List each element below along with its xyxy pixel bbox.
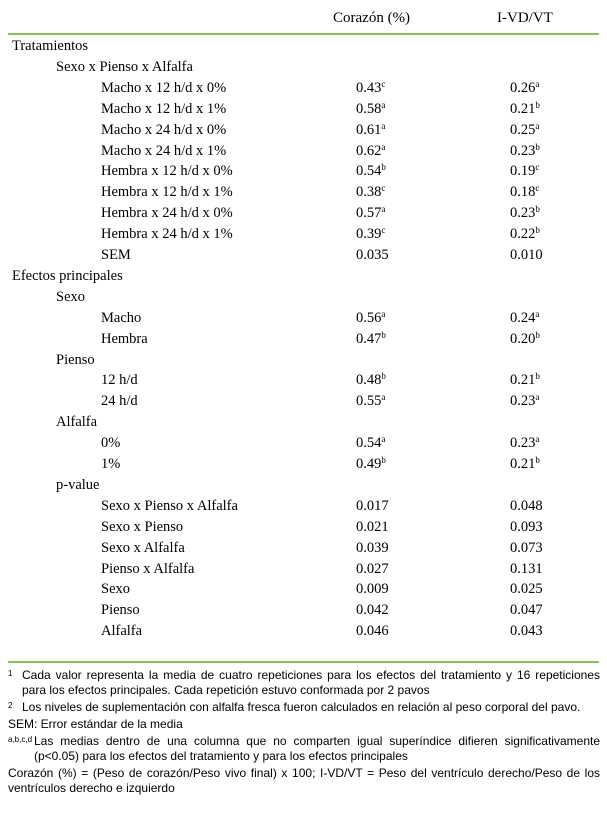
header-rule	[8, 33, 599, 35]
row-label: Hembra x 12 h/d x 1%	[101, 184, 233, 201]
cell-superscript: a	[535, 78, 540, 89]
table-row	[0, 559, 607, 579]
cell-superscript: a	[381, 141, 386, 152]
header-corazon: Corazón (%)	[333, 10, 411, 26]
cell-value: 0.021	[356, 518, 389, 535]
row-label: Pienso x Alfalfa	[101, 560, 195, 577]
table-row	[0, 141, 607, 161]
row-label: Sexo	[101, 581, 130, 598]
cell-value: 0.26	[510, 79, 536, 96]
footnote-2-mark: 2	[8, 701, 13, 710]
row-label: Macho	[101, 309, 142, 326]
cell-value: 0.073	[510, 539, 543, 556]
cell-corazon	[356, 454, 386, 474]
cell-ivd-vt	[510, 78, 539, 98]
cell-corazon	[356, 120, 385, 140]
table-row	[0, 266, 607, 286]
cell-value: 0.23	[510, 142, 536, 159]
row-label: Sexo x Pienso x Alfalfa	[56, 58, 193, 75]
row-label: 1%	[101, 456, 121, 472]
cell-superscript: b	[381, 371, 386, 382]
cell-ivd-vt	[510, 621, 543, 641]
cell-value: 0.047	[510, 602, 543, 619]
table-row	[0, 57, 607, 77]
table-row	[0, 517, 607, 537]
row-label: 24 h/d	[101, 393, 138, 410]
cell-superscript: a	[381, 392, 386, 403]
cell-ivd-vt	[510, 370, 540, 390]
cell-corazon	[356, 99, 385, 119]
cell-superscript: c	[381, 78, 386, 89]
table-row	[0, 161, 607, 181]
table-row	[0, 538, 607, 558]
cell-superscript: a	[535, 392, 540, 403]
row-label: 12 h/d	[101, 372, 138, 389]
table-row	[0, 182, 607, 202]
cell-value: 0.48	[356, 372, 382, 389]
cell-value: 0.035	[356, 247, 389, 263]
cell-superscript: b	[381, 329, 386, 340]
cell-ivd-vt	[510, 329, 540, 349]
row-label: Macho x 12 h/d x 1%	[101, 100, 227, 117]
cell-superscript: b	[535, 225, 540, 236]
cell-value: 0.54	[356, 163, 382, 180]
cell-ivd-vt	[510, 141, 540, 161]
cell-corazon	[356, 600, 389, 620]
cell-ivd-vt	[510, 161, 539, 181]
cell-corazon	[356, 621, 389, 641]
cell-value: 0.039	[356, 539, 389, 556]
cell-ivd-vt	[510, 245, 543, 265]
row-label: Hembra x 24 h/d x 1%	[101, 226, 233, 243]
row-label: Pienso	[101, 602, 140, 619]
table-row	[0, 120, 607, 140]
cell-value: 0.39	[356, 226, 382, 243]
cell-value: 0.38	[356, 184, 382, 201]
row-label: Macho x 12 h/d x 0%	[101, 79, 227, 96]
footnote-sem: SEM: Error estándar de la media	[8, 717, 183, 731]
cell-value: 0.027	[356, 560, 389, 577]
cell-value: 0.010	[510, 247, 543, 263]
cell-superscript: c	[381, 183, 386, 194]
cell-superscript: b	[535, 329, 540, 340]
cell-value: 0.23	[510, 393, 536, 410]
cell-ivd-vt	[510, 600, 543, 620]
cell-superscript: b	[535, 99, 540, 110]
cell-value: 0.21	[510, 372, 536, 389]
cell-ivd-vt	[510, 579, 543, 599]
cell-ivd-vt	[510, 559, 543, 579]
cell-corazon	[356, 308, 385, 328]
cell-corazon	[356, 391, 385, 411]
cell-ivd-vt	[510, 496, 543, 516]
cell-ivd-vt	[510, 433, 539, 453]
cell-corazon	[356, 203, 385, 223]
cell-value: 0.25	[510, 121, 536, 138]
cell-superscript: b	[535, 371, 540, 382]
row-label: Efectos principales	[12, 267, 123, 284]
cell-ivd-vt	[510, 203, 540, 223]
table-row	[0, 600, 607, 620]
cell-value: 0.131	[510, 560, 543, 577]
table-row	[0, 391, 607, 411]
cell-superscript: a	[381, 308, 386, 319]
footnote-1-text: Cada valor representa la media de cuatro repeticiones para los efectos del tratamiento y 16 repeticiones para los efectos principales. Cada repetición estuvo conformada por 2 pavos	[22, 668, 600, 697]
table-row	[0, 224, 607, 244]
cell-superscript: a	[381, 120, 386, 131]
cell-value: 0.57	[356, 205, 382, 222]
cell-superscript: a	[535, 434, 540, 445]
cell-ivd-vt	[510, 538, 543, 558]
cell-value: 0.093	[510, 518, 543, 535]
cell-corazon	[356, 224, 385, 244]
cell-superscript: a	[381, 434, 386, 445]
cell-superscript: b	[535, 455, 540, 465]
table-row	[0, 329, 607, 349]
cell-superscript: c	[381, 225, 386, 236]
cell-corazon	[356, 538, 389, 558]
row-label: Pienso	[56, 351, 95, 368]
cell-superscript: a	[535, 120, 540, 131]
footnote-2-text: Los niveles de suplementación con alfalfa fresca fueron calculados en relación al peso corporal del pavo.	[22, 700, 581, 714]
cell-ivd-vt	[510, 224, 540, 244]
table-row	[0, 78, 607, 98]
footnote-abcd-mark: a,b,c,d	[8, 735, 33, 744]
cell-value: 0.55	[356, 393, 382, 410]
cell-corazon	[356, 245, 389, 265]
cell-value: 0.025	[510, 581, 543, 598]
cell-value: 0.21	[510, 100, 536, 117]
row-label: Hembra	[101, 330, 148, 347]
cell-value: 0.61	[356, 121, 382, 138]
row-label: Hembra x 12 h/d x 0%	[101, 163, 233, 180]
header-ivd-vt: I-VD/VT	[497, 10, 553, 26]
cell-corazon	[356, 517, 389, 537]
row-label: Tratamientos	[12, 38, 88, 54]
cell-corazon	[356, 182, 385, 202]
cell-value: 0.009	[356, 581, 389, 598]
cell-value: 0.54	[356, 435, 382, 452]
row-label: Alfalfa	[101, 623, 143, 640]
cell-value: 0.58	[356, 100, 382, 117]
row-label: Sexo	[56, 288, 85, 305]
cell-value: 0.042	[356, 602, 389, 619]
table-row	[0, 370, 607, 390]
footnote-2	[8, 700, 600, 715]
table-row	[0, 99, 607, 119]
cell-superscript: b	[381, 455, 386, 465]
cell-value: 0.20	[510, 330, 536, 347]
cell-value: 0.56	[356, 309, 382, 326]
cell-corazon	[356, 141, 385, 161]
footnote-abcd-text: Las medias dentro de una columna que no comparten igual superíndice difieren significativamente (p<0.05) para los efectos del tratamiento y para los efectos principales	[34, 734, 600, 763]
table-row	[0, 350, 607, 370]
footnote-abcd	[8, 734, 600, 764]
table-row	[0, 412, 607, 432]
cell-value: 0.62	[356, 142, 382, 159]
cell-value: 0.24	[510, 309, 536, 326]
row-label: Alfalfa	[56, 414, 98, 431]
table-row	[0, 36, 607, 56]
table-row	[0, 245, 607, 265]
cell-value: 0.048	[510, 497, 543, 514]
cell-corazon	[356, 161, 386, 181]
cell-corazon	[356, 559, 389, 579]
table-row	[0, 454, 607, 474]
cell-value: 0.47	[356, 330, 382, 347]
cell-corazon	[356, 78, 385, 98]
cell-superscript: a	[381, 204, 386, 215]
cell-superscript: c	[535, 162, 540, 173]
footnote-1	[8, 668, 600, 698]
cell-value: 0.19	[510, 163, 536, 180]
cell-value: 0.017	[356, 497, 389, 514]
table-row	[0, 621, 607, 641]
row-label: Sexo x Alfalfa	[101, 539, 185, 556]
cell-value: 0.23	[510, 435, 536, 452]
cell-ivd-vt	[510, 517, 543, 537]
cell-value: 0.23	[510, 205, 536, 222]
cell-corazon	[356, 579, 389, 599]
row-label: Sexo x Pienso	[101, 518, 184, 535]
table-row	[0, 308, 607, 328]
cell-value: 0.043	[510, 623, 543, 640]
cell-ivd-vt	[510, 391, 539, 411]
cell-value: 0.046	[356, 623, 389, 640]
table-row	[0, 579, 607, 599]
cell-value: 0.21	[510, 456, 536, 472]
row-label: p-value	[56, 476, 100, 493]
cell-superscript: a	[381, 99, 386, 110]
cell-value: 0.22	[510, 226, 536, 243]
cell-corazon	[356, 370, 386, 390]
table-row	[0, 287, 607, 307]
table-row	[0, 433, 607, 453]
cell-value: 0.18	[510, 184, 536, 201]
cell-superscript: a	[535, 308, 540, 319]
cell-superscript: b	[535, 204, 540, 215]
bottom-rule	[8, 661, 599, 663]
cell-ivd-vt	[510, 182, 539, 202]
cell-value: 0.43	[356, 79, 382, 96]
row-label: Hembra x 24 h/d x 0%	[101, 205, 233, 222]
row-label: Macho x 24 h/d x 0%	[101, 121, 227, 138]
row-label: Macho x 24 h/d x 1%	[101, 142, 227, 159]
row-label: SEM	[101, 247, 131, 263]
cell-superscript: c	[535, 183, 540, 194]
cell-superscript: b	[535, 141, 540, 152]
row-label: 0%	[101, 435, 121, 452]
row-label: Sexo x Pienso x Alfalfa	[101, 497, 238, 514]
cell-ivd-vt	[510, 454, 540, 474]
cell-superscript: b	[381, 162, 386, 173]
cell-value: 0.49	[356, 456, 382, 472]
table-row	[0, 203, 607, 223]
cell-corazon	[356, 329, 386, 349]
cell-corazon	[356, 433, 385, 453]
cell-corazon	[356, 496, 389, 516]
cell-ivd-vt	[510, 120, 539, 140]
footnotes	[8, 668, 600, 798]
table-row	[0, 475, 607, 495]
table-row	[0, 496, 607, 516]
cell-ivd-vt	[510, 308, 539, 328]
footnote-1-mark: 1	[8, 669, 13, 678]
cell-ivd-vt	[510, 99, 540, 119]
footnote-formula: Corazón (%) = (Peso de corazón/Peso vivo final) x 100; I-VD/VT = Peso del ventrículo derecho/Peso de los ventrículos derecho e izquierdo	[8, 766, 600, 795]
